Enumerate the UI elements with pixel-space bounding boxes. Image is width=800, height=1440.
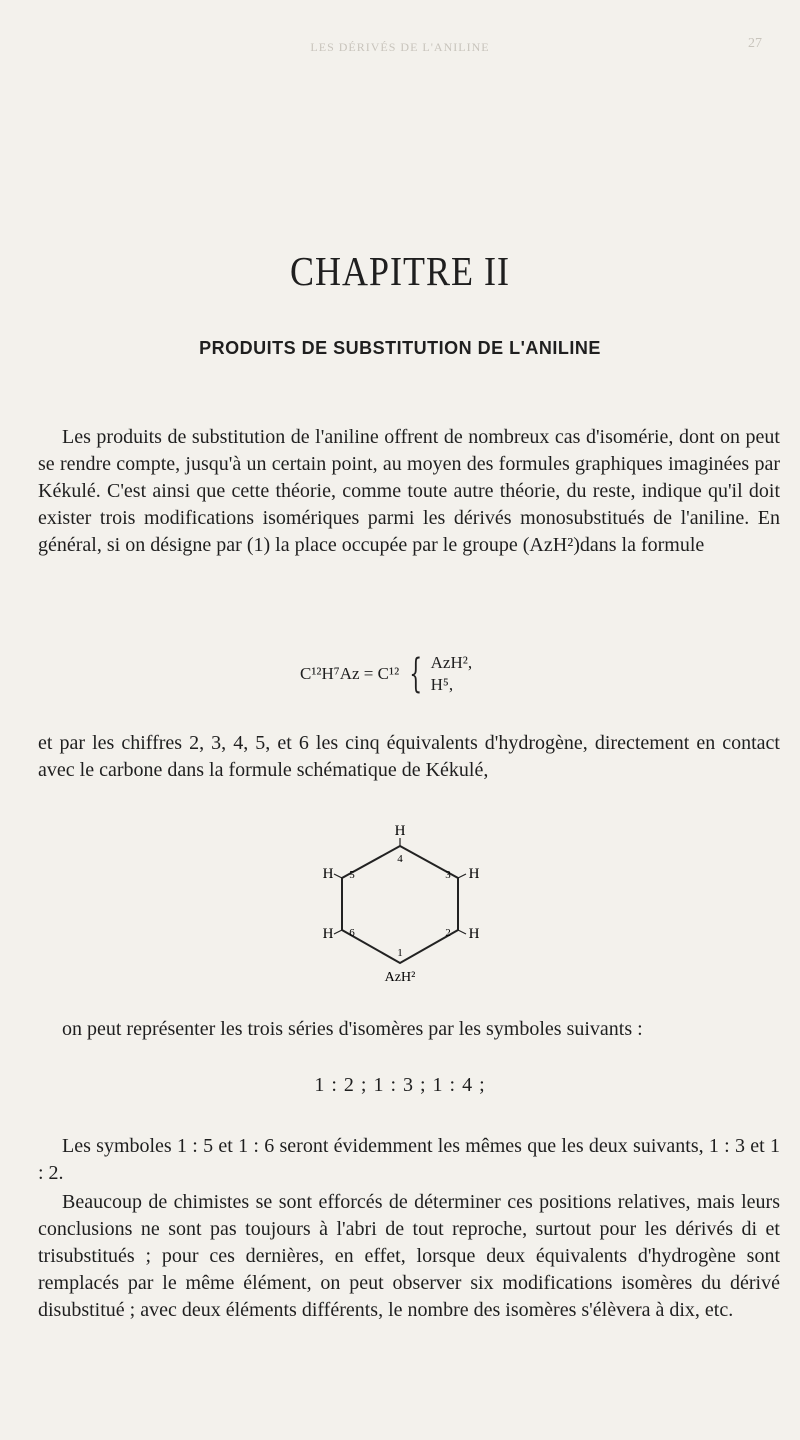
atom-h-right-upper: H (468, 866, 480, 882)
bond-right-upper (458, 874, 466, 878)
position-3: 3 (445, 869, 451, 881)
formula-lhs: C¹²H⁷Az = C¹² (300, 664, 400, 683)
position-6: 6 (349, 927, 355, 939)
position-2: 2 (445, 927, 451, 939)
paragraph-equivalence: Les symboles 1 : 5 et 1 : 6 seront évidemment les mêmes que les deux suivants, 1 : 3 et 1 : 2. (38, 1135, 780, 1184)
formula-stack (431, 652, 472, 696)
aniline-formula (300, 652, 472, 696)
atom-h-right-lower: H (468, 926, 480, 942)
formula-brace: { (409, 651, 423, 697)
formula-top: AzH², (430, 653, 473, 672)
isomer-series: 1 : 2 ; 1 : 3 ; 1 : 4 ; (314, 1074, 486, 1096)
paragraph-intro: Les produits de substitution de l'aniline offrent de nombreux cas d'isomérie, dont on peut se rendre compte, jusqu'à un certain point, au moyen des formules graphiques imaginées par Kékulé. C'est ainsi que cette théorie, comme toute autre théorie, du reste, indique qu'il doit exister trois modifications isomériques parmi les dérivés monosubstitués de l'aniline. En général, si on désigne par (1) la place occupée par le groupe (AzH²)dans la formule (38, 426, 780, 556)
bond-right-lower (458, 930, 466, 934)
running-head: LES DÉRIVÉS DE L'ANILINE (310, 40, 490, 54)
atom-h-top: H (394, 823, 406, 839)
section-title: PRODUITS DE SUBSTITUTION DE L'ANILINE (199, 338, 601, 358)
atom-h-left-lower: H (322, 926, 334, 942)
bond-left-upper (334, 874, 342, 878)
page-number: 27 (748, 36, 762, 51)
position-1: 1 (397, 947, 403, 959)
paragraph-numbering: et par les chiffres 2, 3, 4, 5, et 6 les cinq équivalents d'hydrogène, directement en contact avec le carbone dans la formule schématique de Kékulé, (38, 732, 780, 781)
paragraph-series-intro: on peut représenter les trois séries d'isomères par les symboles suivants : (62, 1018, 643, 1040)
paragraph-conclusion: Beaucoup de chimistes se sont efforcés de déterminer ces positions relatives, mais leurs conclusions ne sont pas toujours à l'abri de tout reproche, surtout pour les dérivés di et trisubstitués ; pour ces dernières, en effet, lorsque deux équivalents d'hydrogène sont remplacés par le même élément, on peut observer six modifications isomères du dérivé disubstitué ; avec deux éléments différents, le nombre des isomères s'élèvera à dix, etc. (38, 1191, 780, 1321)
atom-h-left-upper: H (322, 866, 334, 882)
position-4: 4 (397, 853, 403, 865)
formula-bottom: H⁵, (430, 675, 454, 694)
kekule-hexagon-diagram (300, 818, 500, 988)
amino-group: AzH² (384, 970, 416, 985)
position-5: 5 (349, 869, 355, 881)
chapter-title: CHAPITRE II (290, 248, 510, 295)
bond-left-lower (334, 930, 342, 934)
